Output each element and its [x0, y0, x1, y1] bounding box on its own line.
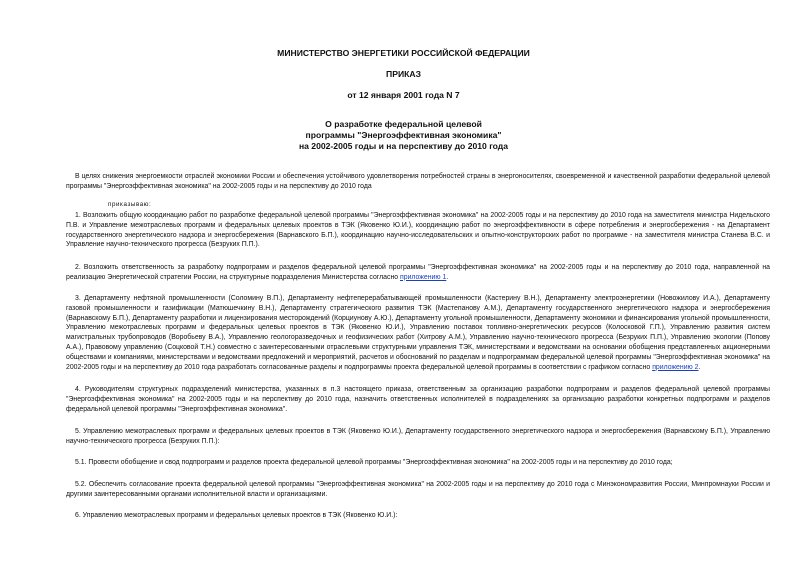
paragraph-2-end: .: [446, 273, 449, 281]
order-word: [108, 200, 228, 210]
paragraph-4-text: 4. Руководителям структурных подразделений министерства, указанных в п.3 настоящего приказа, ответственным за организацию разработки подпрограмм и разделов федеральной целевой программы "Энергоэффективная экономика" на 2002-2005 годы и на перспективу до 2010 года, назначить ответственных исполнителей в подразделениях за организацию разработки конкретных подпрограмм и разделов федеральной целевой программы "Энергоэффективная экономика".: [66, 386, 770, 413]
paragraph-3-end: .: [698, 363, 701, 371]
paragraph-2-text: 2. Возложить ответственность за разработку подпрограмм и разделов федеральной целевой программы "Энергоэффективная экономика" на 2002-2005 годы и на перспективу до 2010 года, направленной на реализацию Энергетической стратегии России, на структурные подразделения Министерства согласно: [66, 264, 770, 281]
paragraph-5: [66, 427, 770, 447]
paragraph-1-text: 1. Возложить общую координацию работ по разработке федеральной целевой программы "Энергоэффективная экономика" на 2002-2005 годы и на перспективу до 2010 года на заместителя министра Нидельского П.В. и Управление межотраслевых программ и федеральных целевых проектов в ТЭК (Яковенко Ю.И.), координацию работ по энергоэффективности в сфере потребления и энергосбережения - на Департамент государственного энергетического надзора и энергосбережения (Варнавского Б.П.), координацию научно-исследовательских и опытно-конструкторских работ по программе - на заместителя министра Станева В.С. и Управление научно-технического прогресса (Безруких П.П.).: [66, 212, 770, 249]
paragraph-5-1-text: 5.1. Провести обобщение и свод подпрограмм и разделов проекта федеральной целевой программы "Энергоэффективная экономика" на 2002-2005 годы и на перспективу до 2010 года;: [75, 459, 673, 466]
paragraph-5-1: [66, 458, 770, 468]
paragraph-3: [66, 294, 770, 372]
preamble-text: В целях снижения энергоемкости отраслей экономики России и обеспечения устойчивого удовлетворения потребностей страны в энергоносителях, своевременной и качественной разработки федеральной целевой программы "Энергоэффективная экономика" на 2002-2005 годы и на перспективу до 2010 года: [66, 173, 770, 190]
prikazyvayu-text: приказываю:: [108, 201, 152, 208]
date-number: от 12 января 2001 года N 7: [347, 90, 460, 100]
subject-line-1: О разработке федеральной целевой: [325, 119, 482, 129]
paragraph-3-text: 3. Департаменту нефтяной промышленности (Соломину В.П.), Департаменту нефтеперерабатывающей промышленности (Кастерину В.Н.), Департаменту электроэнергетики (Новожилову И.А.), Департаменту газовой промышленности и газификации (Матюшечкину В.Н.), Департаменту стратегического развития ТЭК (Мастепанову А.М.), Департаменту государственного энергетического надзора и энергосбережения (Варнавскому Б.П.), Департаменту разработки и лицензирования месторождений (Корциунову А.Ю.), Департаменту угольной промышленности, Департаменту экономики и финансирования угольной промышленности, Управлению межотраслевых программ и федеральных целевых проектов в ТЭК (Яковенко Ю.И.), Управлению поставок топливно-энергетических ресурсов (Колосковой Г.П.), Управлению развития систем магистральных трубопроводов (Воробьеву В.А.), Управлению геологоразведочных и геофизических работ (Хитрову А.М.), Управлению научно-технического прогресса (Безруких П.П.), Управлению экологии (Попову А.А.), Правовому управлению (Соцковой Т.Н.) совместно с заинтересованными отраслевыми структурными управления ТЭК, министерствами и ведомствами на основании обобщения представленных акционерными обществами и компаниями, министерствами и ведомствами предложений и мероприятий, расчетов и обоснований по разделам и подпрограммам федеральной целевой программы "Энергоэффективная экономика" на 2002-2005 годы и на перспективу до 2010 года разработать согласованные разделы и подпрограммы проекта федеральной целевой программы в соответствии с графиком согласно: [66, 295, 770, 371]
subject-line-3: на 2002-2005 годы и на перспективу до 2010 года: [298, 141, 509, 151]
preamble-paragraph: [66, 172, 770, 192]
paragraph-6-text: 6. Управлению межотраслевых программ и федеральных целевых проектов в ТЭК (Яковенко Ю.И.):: [75, 512, 398, 519]
paragraph-5-2-text: 5.2. Обеспечить согласование проекта федеральной целевой программы "Энергоэффективная экономика" на 2002-2005 годы и на перспективу до 2010 года с Минэкономразвития России, Минпромнауки России и другими заинтересованными органами исполнительной власти и организациями.: [66, 481, 770, 498]
appendix-1-link[interactable]: приложению 1: [400, 273, 447, 281]
paragraph-1: [66, 211, 770, 250]
paragraph-5-text: 5. Управлению межотраслевых программ и федеральных целевых проектов в ТЭК (Яковенко Ю.И.), Департаменту государственного энергетического надзора и энергосбережения (Варнавскому Б.П.), Управлению научно-технического прогресса (Безруких П.П.):: [66, 428, 770, 445]
paragraph-2: [66, 263, 770, 283]
ministry-title: МИНИСТЕРСТВО ЭНЕРГЕТИКИ РОССИЙСКОЙ ФЕДЕРАЦИИ: [277, 48, 530, 58]
doc-type-title: ПРИКАЗ: [386, 69, 421, 79]
paragraph-4: [66, 385, 770, 414]
appendix-2-link[interactable]: приложению 2: [652, 363, 699, 371]
subject-line-2: программы "Энергоэффективная экономика": [305, 130, 502, 140]
paragraph-5-2: [66, 480, 770, 500]
paragraph-6: [66, 511, 770, 521]
